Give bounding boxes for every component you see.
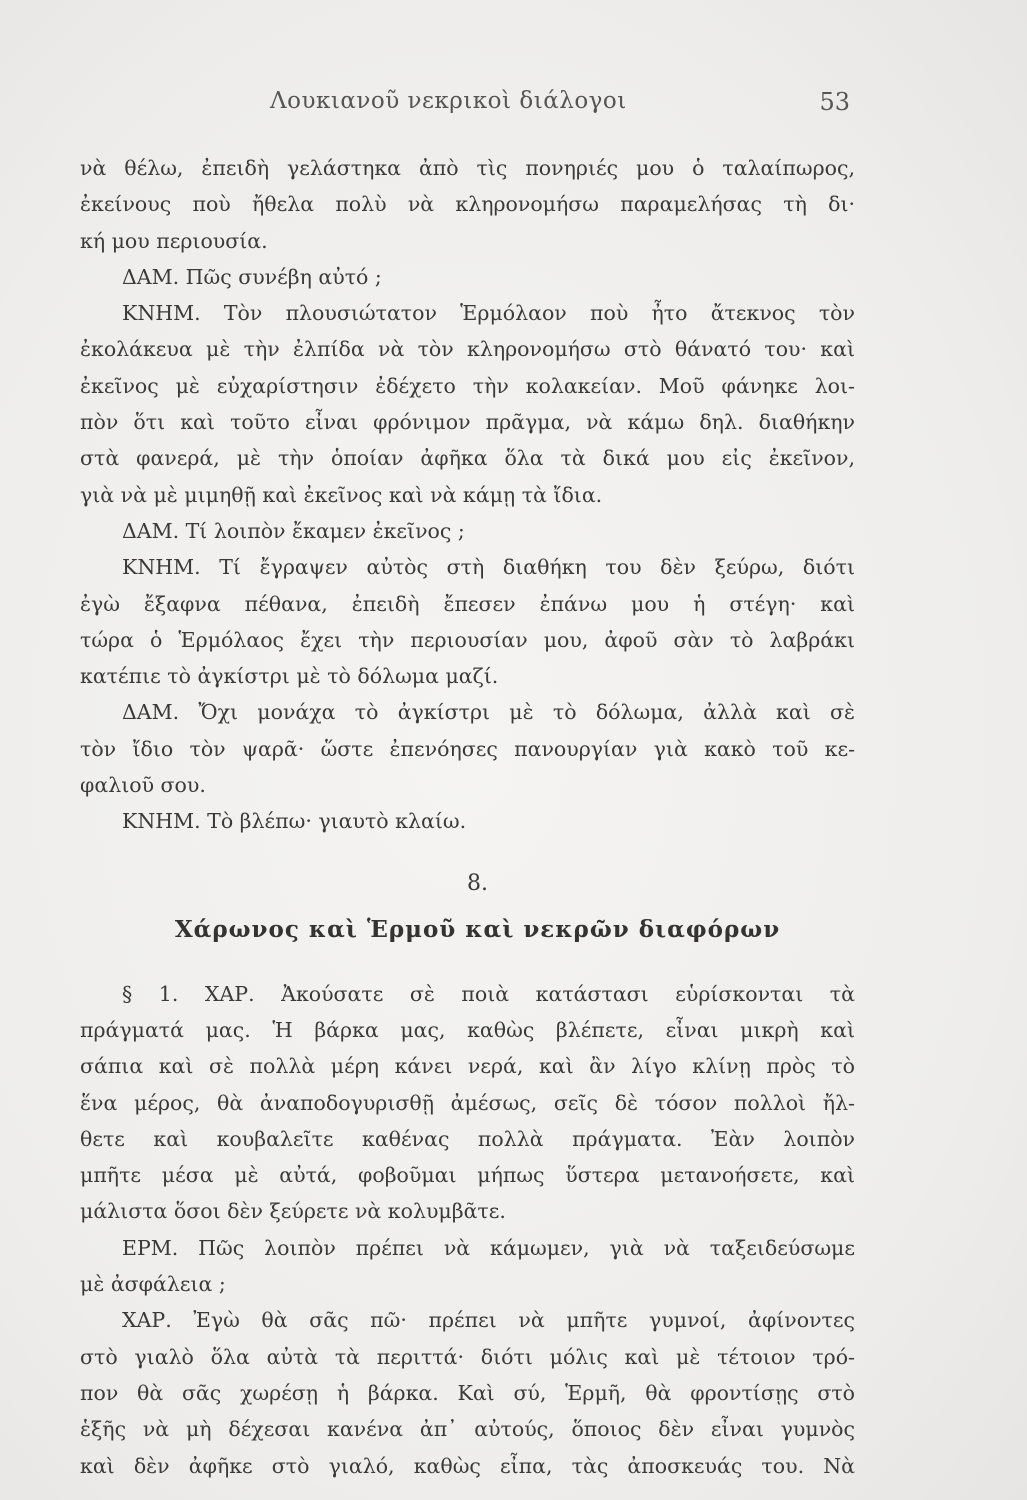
body-text: [80, 150, 855, 1484]
text-line: ἐκείνους ποὺ ἤθελα πολὺ νὰ κληρονομήσω παραμελήσας τὴ δι·: [80, 192, 855, 217]
text-line: ἑξῆς νὰ μὴ δέχεσαι κανένα ἀπ᾽ αὐτούς, ὅποιος δὲν εἶναι γυμνὸς: [80, 1417, 855, 1442]
text-line: τὸν ἴδιο τὸν ψαρᾶ· ὥστε ἐπενόησες πανουργίαν γιὰ κακὸ τοῦ κε-: [80, 736, 855, 761]
text-line: σάπια καὶ σὲ πολλὰ μέρη κάνει νερά, καὶ ἂν λίγο κλίνῃ πρὸς τὸ: [80, 1054, 855, 1079]
text-line: ἐκολάκευα μὲ τὴν ἐλπίδα νὰ τὸν κληρονομήσω στὸ θάνατό του· καὶ: [80, 337, 855, 362]
text-line: πον θὰ σᾶς χωρέσῃ ἡ βάρκα. Καὶ σύ, Ἑρμῆ, θὰ φροντίσῃς στὸ: [80, 1380, 855, 1405]
text-line: κή μου περιουσία.: [80, 228, 268, 253]
text-line: κατέπιε τὸ ἀγκίστρι μὲ τὸ δόλωμα μαζί.: [80, 664, 499, 689]
text-line: ΚΝΗΜ. Τὸ βλέπω· γιαυτὸ κλαίω.: [122, 809, 467, 834]
text-line: νὰ θέλω, ἐπειδὴ γελάστηκα ἀπὸ τὶς πονηριές μου ὁ ταλαίπωρος,: [80, 156, 855, 180]
text-line: ΔΑΜ. Ὄχι μονάχα τὸ ἀγκίστρι μὲ τὸ δόλωμα, ἀλλὰ καὶ σὲ: [122, 700, 855, 725]
text-line: ΕΡΜ. Πῶς λοιπὸν πρέπει νὰ κάμωμεν, γιὰ νὰ ταξειδεύσωμε: [122, 1235, 855, 1260]
text-line: ΚΝΗΜ. Τὸν πλουσιώτατον Ἑρμόλαον ποὺ ἦτο ἄτεκνος τὸν: [122, 301, 855, 326]
text-line: στὸ γιαλὸ ὅλα αὐτὰ τὰ περιττά· διότι μόλις καὶ μὲ τέτοιον τρό-: [80, 1344, 855, 1369]
text-line: τώρα ὁ Ἑρμόλαος ἔχει τὴν περιουσίαν μου, ἀφοῦ σὰν τὸ λαβράκι: [80, 627, 855, 652]
text-line: φαλιοῦ σου.: [80, 773, 206, 798]
text-line: θετε καὶ κουβαλεῖτε καθένας πολλὰ πράγματα. Ἐὰν λοιπὸν: [80, 1126, 855, 1151]
text-line: μπῆτε μέσα μὲ αὐτά, φοβοῦμαι μήπως ὕστερα μετανοήσετε, καὶ: [80, 1163, 855, 1188]
running-header: [80, 88, 850, 122]
text-line: ἐκεῖνος μὲ εὐχαρίστησιν ἐδέχετο τὴν κολακείαν. Μοῦ φάνηκε λοι-: [80, 373, 855, 398]
text-line: ΧΑΡ. Ἐγὼ θὰ σᾶς πῶ· πρέπει νὰ μπῆτε γυμνοί, ἀφίνοντες: [122, 1308, 855, 1333]
running-title: Λουκιανοῦ νεκρικοὶ διάλογοι: [270, 88, 627, 114]
text-line: μὲ ἀσφάλεια ;: [80, 1272, 226, 1297]
text-line: ΚΝΗΜ. Τί ἔγραψεν αὐτὸς στὴ διαθήκη του δὲν ξεύρω, διότι: [122, 555, 855, 580]
text-line: γιὰ νὰ μὲ μιμηθῇ καὶ ἐκεῖνος καὶ νὰ κάμῃ τὰ ἴδια.: [80, 482, 603, 507]
text-line: § 1. ΧΑΡ. Ἀκούσατε σὲ ποιὰ κατάστασι εὑρίσκονται τὰ: [122, 981, 855, 1006]
spacer: [80, 840, 855, 864]
spacer: [80, 956, 855, 976]
text-line: ΔΑΜ. Τί λοιπὸν ἔκαμεν ἐκεῖνος ;: [122, 518, 465, 543]
text-line: ἕνα μέρος, θὰ ἀναποδογυρισθῇ ἀμέσως, σεῖς δὲ τόσον πολλοὶ ἤλ-: [80, 1090, 855, 1115]
text-line: πὸν ὅτι καὶ τοῦτο εἶναι φρόνιμον πρᾶγμα, νὰ κάμω δηλ. διαθήκην: [80, 410, 855, 435]
text-line: ἐγὼ ἔξαφνα πέθανα, ἐπειδὴ ἔπεσεν ἐπάνω μου ἡ στέγη· καὶ: [80, 591, 855, 616]
text-line: μάλιστα ὅσοι δὲν ξεύρετε νὰ κολυμβᾶτε.: [80, 1199, 506, 1224]
text-line: ΔΑΜ. Πῶς συνέβη αὐτό ;: [122, 264, 382, 289]
section-title: Χάρωνος καὶ Ἑρμοῦ καὶ νεκρῶν διαφόρων: [174, 915, 781, 943]
section-number: 8.: [467, 870, 488, 896]
text-line: στὰ φανερά, μὲ τὴν ὁποίαν ἀφῆκα ὅλα τὰ δικά μου εἰς ἐκεῖνον,: [80, 446, 855, 471]
text-line: πράγματά μας. Ἡ βάρκα μας, καθὼς βλέπετε, εἶναι μικρὴ καὶ: [80, 1017, 855, 1042]
text-line: καὶ δὲν ἀφῆκε στὸ γιαλό, καθὼς εἶπα, τὰς ἀποσκευάς του. Νὰ: [80, 1453, 855, 1478]
page-number: 53: [819, 88, 850, 116]
